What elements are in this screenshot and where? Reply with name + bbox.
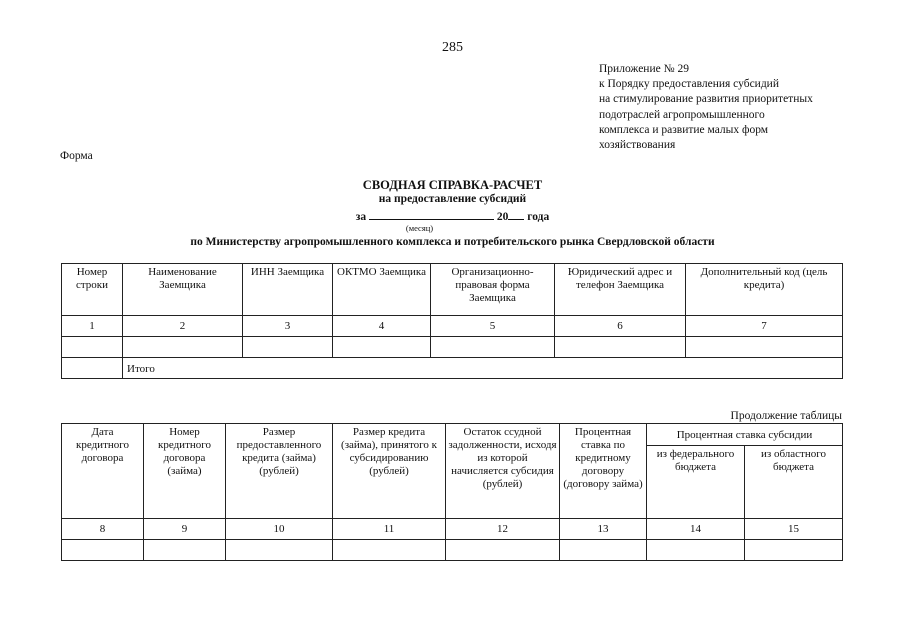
group-header-cell: Процентная ставка субсидии: [647, 424, 843, 446]
header-cell: Дата кредитного договора: [62, 424, 144, 519]
summary-table: [61, 263, 843, 379]
header-cell: ОКТМО Заемщика: [333, 264, 431, 316]
column-number-row: [62, 316, 843, 337]
appendix-line: на стимулирование развития приоритетных: [599, 93, 813, 106]
column-number: 14: [647, 519, 745, 540]
empty-cell: [333, 540, 446, 561]
empty-cell: [560, 540, 647, 561]
subheader-cell: из федерального бюджета: [647, 446, 745, 519]
appendix-line: комплекса и развитие малых форм: [599, 123, 769, 136]
header-cell: Размер кредита (займа), принятого к субсидированию (рублей): [333, 424, 446, 519]
empty-cell: [446, 540, 560, 561]
empty-cell: [123, 337, 243, 358]
header-cell: Процентная ставка по кредитному договору (договору займа): [560, 424, 647, 519]
empty-cell: [243, 337, 333, 358]
empty-cell: [686, 337, 843, 358]
total-row: [62, 358, 843, 379]
empty-cell: [333, 337, 431, 358]
table-row: [62, 337, 843, 358]
period-year: 20: [496, 211, 509, 223]
total-label: Итого: [123, 358, 843, 379]
column-number: 13: [560, 519, 647, 540]
column-number: 9: [144, 519, 226, 540]
month-hint-line: [0, 223, 905, 233]
appendix-line: подотраслей агропромышленного: [599, 108, 765, 121]
appendix-note: [599, 62, 813, 153]
continuation-label: Продолжение таблицы: [730, 410, 842, 422]
header-cell: Наименование Заемщика: [123, 264, 243, 316]
header-cell: Номер строки: [62, 264, 123, 316]
empty-cell: [144, 540, 226, 561]
empty-cell: [647, 540, 745, 561]
column-number: 4: [333, 316, 431, 337]
form-label: Форма: [60, 150, 93, 162]
appendix-line: Приложение № 29: [599, 63, 689, 75]
page-number: 285: [442, 40, 463, 55]
empty-cell: [431, 337, 555, 358]
appendix-line: хозяйствования: [599, 139, 676, 152]
empty-cell: [62, 358, 123, 379]
header-cell: Номер кредитного договора (займа): [144, 424, 226, 519]
header-cell: ИНН Заемщика: [243, 264, 333, 316]
empty-cell: [62, 337, 123, 358]
column-number: 15: [745, 519, 843, 540]
column-number: 10: [226, 519, 333, 540]
period-suffix: года: [527, 211, 550, 223]
month-hint: (месяц): [405, 223, 434, 233]
continuation-table: [61, 423, 843, 561]
column-number: 5: [431, 316, 555, 337]
empty-cell: [62, 540, 144, 561]
ministry-line: по Министерству агропромышленного комплекса и потребительского рынка Свердловской области: [190, 236, 715, 248]
empty-cell: [745, 540, 843, 561]
subheader-cell: из областного бюджета: [745, 446, 843, 519]
appendix-line: к Порядку предоставления субсидий: [599, 78, 779, 91]
column-number: 12: [446, 519, 560, 540]
column-number: 2: [123, 316, 243, 337]
period-line: [0, 208, 905, 223]
document-subtitle: на предоставление субсидий: [378, 193, 527, 205]
header-cell: Организационно-правовая форма Заемщика: [431, 264, 555, 316]
column-number: 3: [243, 316, 333, 337]
table-row: [62, 540, 843, 561]
empty-cell: [226, 540, 333, 561]
column-number-row: [62, 519, 843, 540]
header-cell: Остаток ссудной задолженности, исходя из которой начисляется субсидия (рублей): [446, 424, 560, 519]
header-cell: Дополнительный код (цель кредита): [686, 264, 843, 316]
column-number: 8: [62, 519, 144, 540]
month-blank: [369, 208, 494, 220]
header-row: [62, 424, 843, 446]
period-prefix: за: [355, 211, 367, 223]
column-number: 6: [555, 316, 686, 337]
document-title: СВОДНАЯ СПРАВКА-РАСЧЕТ: [362, 178, 543, 192]
column-number: 7: [686, 316, 843, 337]
column-number: 11: [333, 519, 446, 540]
empty-cell: [555, 337, 686, 358]
year-blank: [508, 208, 524, 220]
header-cell: Размер предоставленного кредита (займа) (рублей): [226, 424, 333, 519]
header-row: [62, 264, 843, 316]
column-number: 1: [62, 316, 123, 337]
header-cell: Юридический адрес и телефон Заемщика: [555, 264, 686, 316]
